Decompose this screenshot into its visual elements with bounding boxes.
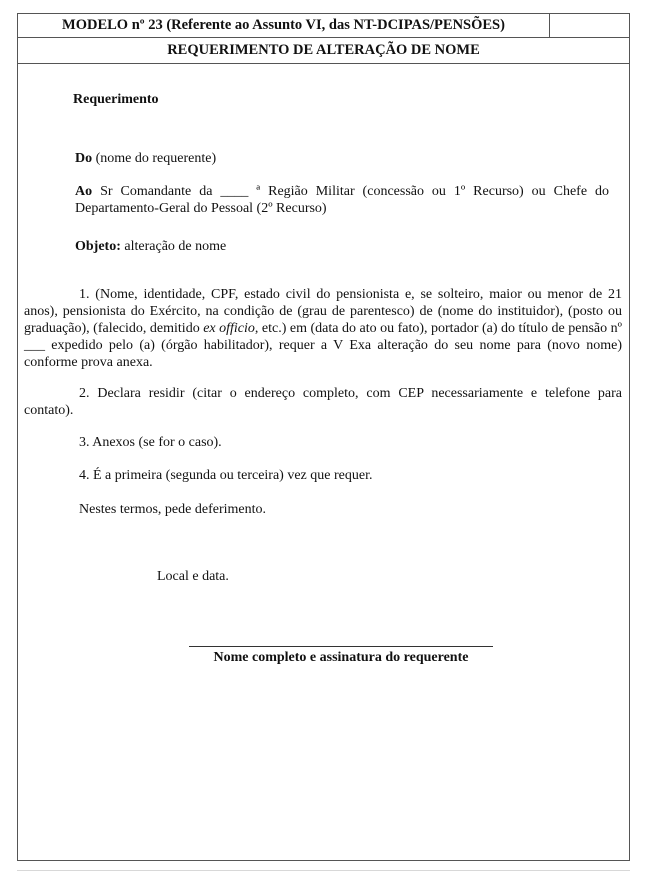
signature-label: Nome completo e assinatura do requerente [213, 650, 469, 665]
ao-label: Ao [75, 184, 93, 199]
ao-text: Sr Comandante da ____ ª Região Militar (concessão ou 1º Recurso) ou Chefe do Departamento-Geral do Pessoal (2º Recurso) [75, 184, 609, 216]
item-3-text: 3. Anexos (se for o caso). [79, 435, 222, 450]
page-footer-divider [17, 870, 630, 871]
item-1-paragraph [24, 286, 622, 371]
model-title: MODELO nº 23 (Referente ao Assunto VI, das NT-DCIPAS/PENSÕES) [18, 14, 550, 37]
objeto-label: Objeto: [75, 239, 121, 254]
do-label: Do [75, 151, 93, 166]
item-1-text-a: 1. (Nome, identidade, CPF, estado civil do pensionista e, se solteiro, maior ou menor de 21 anos), pensionista do Exército, na condição de (grau de parentesco) de (nome do instituidor), (posto ou graduação), (falecido, demitido [24, 287, 622, 336]
objeto-line [75, 238, 226, 255]
item-1-text-b: , etc.) em (data do ato ou fato), portador (a) do título de pensão nº ___ expedido pelo (a) (órgão habilitador), requer a V Exa alteração do seu nome para (novo nome) conforme prova anexa. [24, 321, 622, 370]
item-1-italic: ex officio [203, 321, 255, 336]
header-row-model [18, 14, 629, 38]
do-text: (nome do requerente) [92, 151, 217, 166]
item-2-paragraph: 2. Declara residir (citar o endereço completo, com CEP necessariamente e telefone para contato). [24, 386, 622, 418]
local-data-text: Local e data. [157, 569, 229, 584]
do-line [75, 150, 216, 167]
item-4-text: 4. É a primeira (segunda ou terceira) vez que requer. [79, 468, 373, 483]
closing-text: Nestes termos, pede deferimento. [79, 502, 266, 517]
objeto-text: alteração de nome [120, 239, 227, 254]
requerimento-heading: Requerimento [73, 92, 159, 107]
signature-line [189, 646, 493, 647]
ao-paragraph [75, 183, 609, 217]
document-title: REQUERIMENTO DE ALTERAÇÃO DE NOME [18, 38, 629, 64]
